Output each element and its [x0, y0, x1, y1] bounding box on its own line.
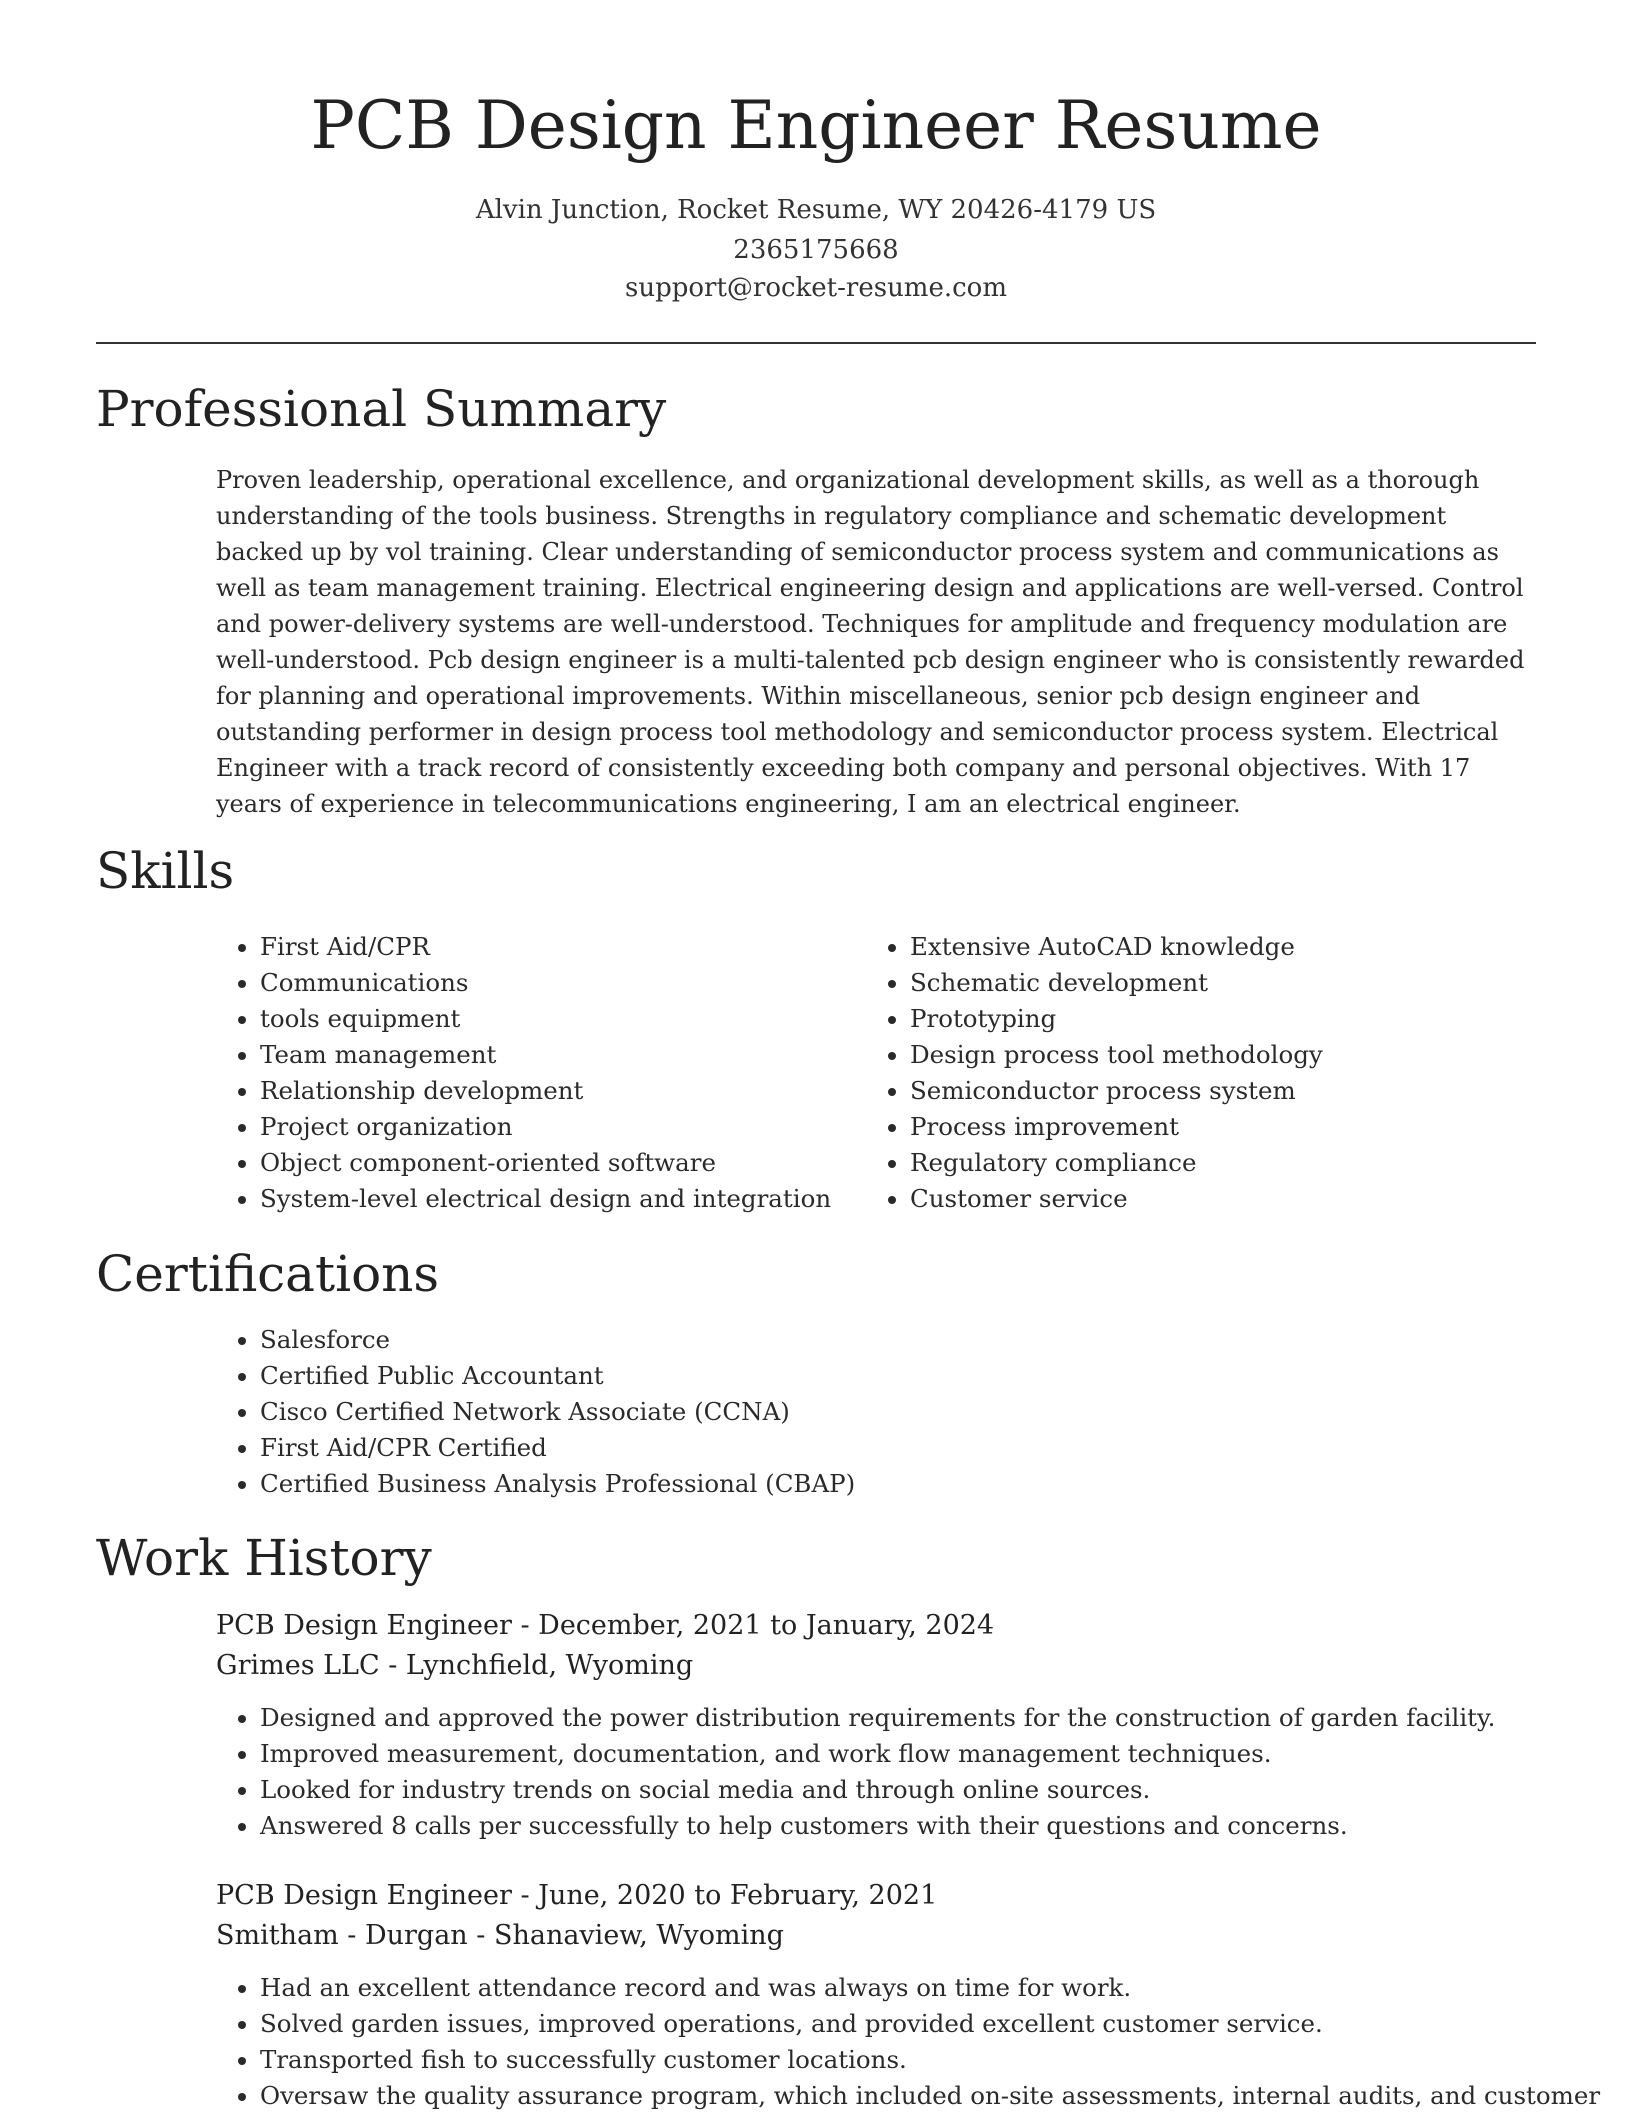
job-company-line: Smitham - Durgan - Shanaview, Wyoming	[216, 1920, 784, 1951]
skills-heading: Skills	[96, 842, 235, 900]
summary-text: Proven leadership, operational excellence, and organizational development skills, as well as a thorough understanding of the tools business. Strengths in regulatory compliance and schematic development backed up by vol training. Clear understanding of semiconductor process system and communications as well as team management training. Electrical engineering design and applications are well-versed. Control and power-delivery systems are well-understood. Techniques for amplitude and frequency modulation are well-understood. Pcb design engineer is a multi-talented pcb design engineer who is consistently rewarded for planning and operational improvements. Within miscellaneous, senior pcb design engineer and outstanding performer in design process tool methodology and semiconductor process system. Electrical Engineer with a track record of consistently exceeding both company and personal objectives. With 17 years of experience in telecommunications engineering, I am an electrical engineer.	[216, 466, 1525, 818]
job-bullet: • Solved garden issues, improved operations, and provided excellent customer service.	[260, 2006, 1580, 2042]
certification-item: • First Aid/CPR Certified	[260, 1430, 1580, 1466]
skill-item: • Project organization	[260, 1109, 880, 1145]
job-bullet: • Looked for industry trends on social media and through online sources.	[260, 1772, 1580, 1808]
certification-item: • Certified Business Analysis Professional (CBAP)	[260, 1466, 1580, 1502]
job-bullets	[216, 1700, 1580, 1844]
skills-list-right	[866, 929, 1530, 1217]
skill-item: • Customer service	[910, 1181, 1530, 1217]
job-bullet: • Designed and approved the power distribution requirements for the construction of garden facility.	[260, 1700, 1580, 1736]
skill-item: • Team management	[260, 1037, 880, 1073]
contact-address: Alvin Junction, Rocket Resume, WY 20426-4179 US	[475, 195, 1157, 225]
job-bullet: • Oversaw the quality assurance program, which included on-site assessments, internal audits, and customer	[260, 2078, 1580, 2114]
skill-item: • Relationship development	[260, 1073, 880, 1109]
certification-item: • Cisco Certified Network Associate (CCNA)	[260, 1394, 1580, 1430]
summary-heading: Professional Summary	[96, 380, 667, 438]
skill-item: • Extensive AutoCAD knowledge	[910, 929, 1530, 965]
job-bullet: • Improved measurement, documentation, and work flow management techniques.	[260, 1736, 1580, 1772]
certification-item: • Salesforce	[260, 1322, 1580, 1358]
resume-title: PCB Design Engineer Resume	[310, 87, 1322, 164]
work-history-heading: Work History	[96, 1529, 432, 1587]
certification-item: • Certified Public Accountant	[260, 1358, 1580, 1394]
skills-list-left	[216, 929, 880, 1217]
job-company-line: Grimes LLC - Lynchfield, Wyoming	[216, 1650, 694, 1681]
skill-item: • First Aid/CPR	[260, 929, 880, 965]
skill-item: • Regulatory compliance	[910, 1145, 1530, 1181]
header-divider	[96, 342, 1536, 344]
contact-phone: 2365175668	[733, 235, 899, 265]
job-title-line: PCB Design Engineer - December, 2021 to January, 2024	[216, 1610, 995, 1641]
certifications-heading: Certifications	[96, 1245, 440, 1303]
skill-item: • Process improvement	[910, 1109, 1530, 1145]
job-bullet: • Had an excellent attendance record and was always on time for work.	[260, 1970, 1580, 2006]
skill-item: • Prototyping	[910, 1001, 1530, 1037]
skill-item: • tools equipment	[260, 1001, 880, 1037]
contact-email: support@rocket-resume.com	[624, 273, 1007, 303]
certifications-list	[216, 1322, 1580, 1502]
job-bullet: • Transported fish to successfully customer locations.	[260, 2042, 1580, 2078]
skill-item: • Object component-oriented software	[260, 1145, 880, 1181]
skill-item: • System-level electrical design and integration	[260, 1181, 880, 1217]
skill-item: • Semiconductor process system	[910, 1073, 1530, 1109]
skill-item: • Communications	[260, 965, 880, 1001]
job-bullet: • Answered 8 calls per successfully to help customers with their questions and concerns.	[260, 1808, 1580, 1844]
skill-item: • Design process tool methodology	[910, 1037, 1530, 1073]
skill-item: • Schematic development	[910, 965, 1530, 1001]
job-title-line: PCB Design Engineer - June, 2020 to February, 2021	[216, 1880, 938, 1911]
job-bullets	[216, 1970, 1601, 2114]
